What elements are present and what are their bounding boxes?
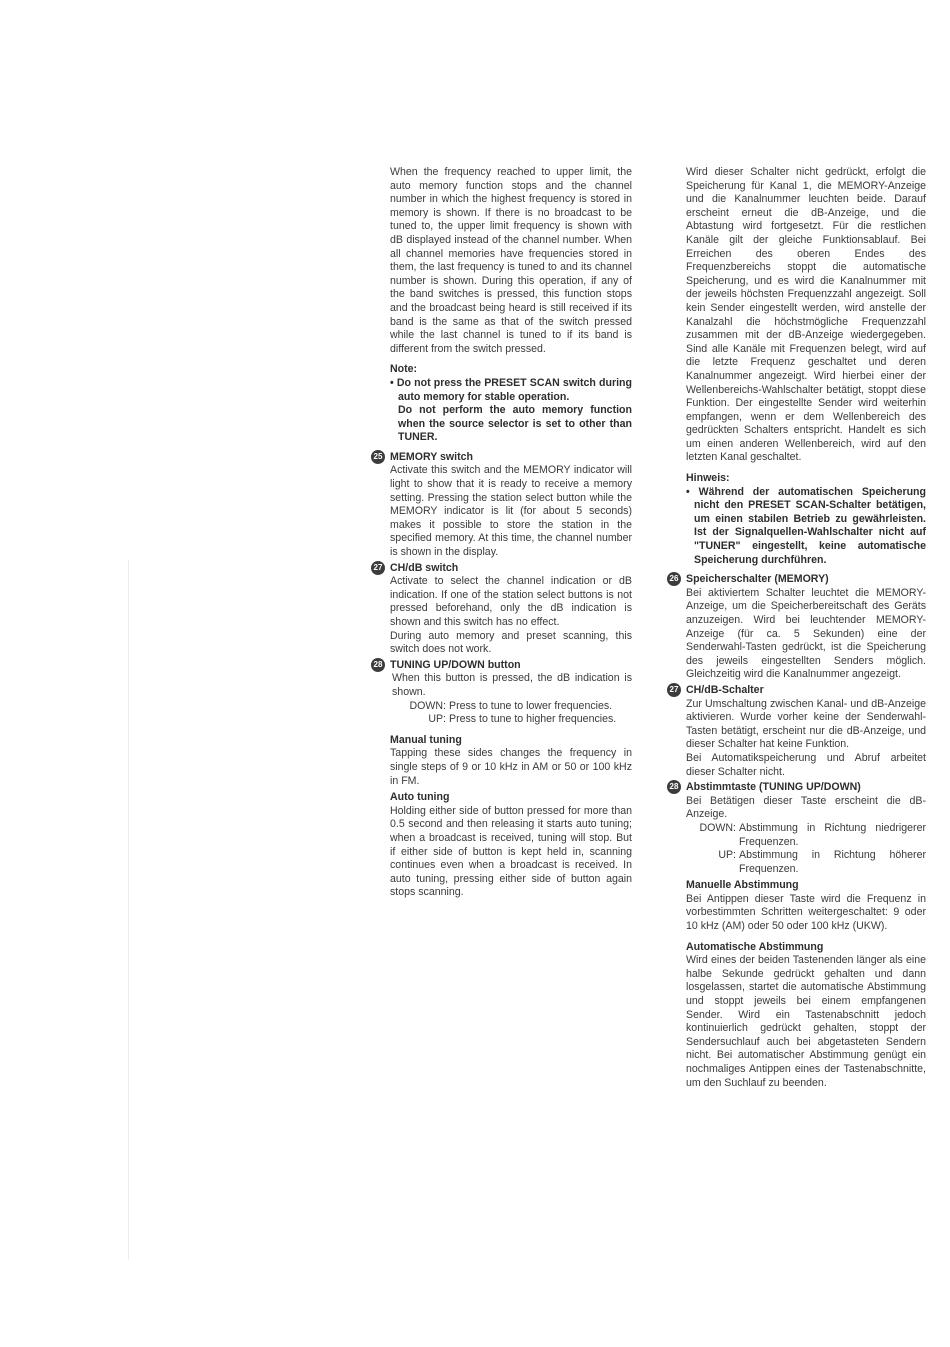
down-text: Abstimmung in Richtung niedrigerer Frequenzen. <box>739 821 926 848</box>
section-title: Speicherschalter (MEMORY) <box>686 573 829 586</box>
note-bullet: • Do not press the PRESET SCAN switch during auto memory for stable operation. <box>390 376 632 403</box>
section-ch-db-switch-text: Activate to select the channel indication or dB indication. If one of the station select buttons is not pressed beforehand, only the dB indication is shown and this switch has no effect. <box>390 575 632 628</box>
german-column <box>669 166 926 1090</box>
up-label: UP: <box>718 849 736 862</box>
page-edge-shadow <box>128 560 129 1260</box>
section-ch-db-switch-text-2: Bei Automatikspeicherung und Abruf arbeitet dieser Schalter nicht. <box>686 751 926 778</box>
up-label: UP: <box>428 713 446 726</box>
intro-paragraph: When the frequency reached to upper limit, the auto memory function stops and the channel number in which the highest frequency is stored in memory is shown. If there is no broadcast to be tuned to, the upper limit frequency is shown with dB displayed instead of the channel number. When all channel memories have frequencies stored in them, the last frequency is tuned to and its channel number is shown. During this operation, if any of the band switches is pressed, this function stops and the broadcast being heard is still received if its band is the same as that of the switch pressed while the last channel is tuned to if its band is different from the switch pressed. <box>390 166 632 355</box>
item-number-badge: 28 <box>371 658 385 672</box>
up-text: Press to tune to higher frequencies. <box>449 713 617 726</box>
section-ch-db-switch-heading <box>669 683 926 698</box>
section-title: CH/dB switch <box>390 561 459 574</box>
up-definition <box>686 849 926 876</box>
down-label: DOWN: <box>699 821 736 834</box>
section-tuning-button-heading <box>669 781 926 795</box>
section-ch-db-switch-heading <box>373 561 632 576</box>
manual-tuning-heading: Manual tuning <box>390 733 462 746</box>
down-definition <box>686 822 926 849</box>
section-memory-switch-heading <box>669 573 926 587</box>
up-text: Abstimmung in Richtung höherer Frequenzen. <box>739 849 926 875</box>
item-number-badge: 27 <box>371 561 385 575</box>
intro-paragraph: Wird dieser Schalter nicht gedrückt, erfolgt die Speicherung für Kanal 1, die MEMORY-Anzeige und die Kanalnummer leuchten beide. Darauf erscheint erneut die dB-Anzeige, und die Abtastung wird fortgesetzt. Für die restlichen Kanäle gilt der gleiche Funktionsablauf. Bei Erreichen des oberen Endes des Frequenzbereichs stoppt die automatische Speicherung, und es wird die Kanalnummer mit der jeweils höchsten Frequenzzahl angezeigt. Soll kein Sender eingestellt werden, wird anstelle der Kanalzahl die höchstmögliche Frequenzzahl zusammen mit der dB-Anzeige wiedergegeben. Sind alle Kanäle mit Frequenzen belegt, wird auf die letzte Frequenz geschaltet und deren Kanalnummer angezeigt. Wird hierbei einer der Wellenbereichs-Wahlschalter betätigt, stoppt diese Funktion. Der eingestellte Sender wird weiterhin empfangen, wenn er dem Wellenbereich des gedrückten Schalters entspricht. Handelt es sich um einen anderen Wellenbereich, wird auf den letzten Kanal geschaltet. <box>686 166 926 464</box>
note-bullet-continued: Do not perform the auto memory function when the source selector is set to other than TUNER. <box>398 404 632 444</box>
auto-tuning-heading: Auto tuning <box>390 791 450 804</box>
section-ch-db-switch-text-2: During auto memory and preset scanning, this switch does not work. <box>390 629 632 656</box>
section-ch-db-switch-text: Zur Umschaltung zwischen Kanal- und dB-Anzeige aktivieren. Wurde vorher keine der Senderwahl-Tasten betätigt, erscheint nur die dB-Anzeige, und dieser Schalter hat keine Funktion. <box>686 697 926 751</box>
section-memory-switch-text: Activate this switch and the MEMORY indicator will light to show that it is ready to receive a memory setting. Pressing the station select button while the MEMORY indicator is lit (for about 5 seconds) makes it possible to store the station in the specified memory. At this time, the channel number is shown in the display. <box>390 464 632 559</box>
item-number-badge: 28 <box>667 780 681 794</box>
english-column <box>373 166 632 900</box>
up-definition <box>390 713 632 727</box>
down-definition <box>390 700 632 714</box>
note-bullet: • Während der automatischen Speicherung nicht den PRESET SCAN-Schalter betätigen, um einen stabilen Betrieb zu gewährleisten. Ist der Signalquellen-Wahlschalter nicht auf "TUNER" eingestellt, keine automatische Speicherung durchführen. <box>686 485 926 566</box>
section-tuning-button-text: When this button is pressed, the dB indication is shown. <box>392 672 632 698</box>
manual-tuning-text: Bei Antippen dieser Taste wird die Frequenz in vorbestimmten Schritten weitergeschaltet: 9 oder 10 kHz (AM) oder 50 oder 100 kHz (UKW). <box>686 892 926 933</box>
section-title: TUNING UP/DOWN button <box>390 658 521 671</box>
down-text: Press to tune to lower frequencies. <box>449 699 613 712</box>
section-tuning-button-heading <box>373 658 632 673</box>
auto-tuning-text: Wird eines der beiden Tastenenden länger als eine halbe Sekunde gedrückt gehalten und dann losgelassen, startet die automatische Abstimmung und stoppt jeweils bei einem empfangenen Sender. Wird ein Tastenabschnitt jedoch kontinuierlich gedrückt gehalten, stoppt der Sendersuchlauf auch bei abgetasteten Sendern nicht. Bei automatischer Abstimmung genügt ein nochmaliges Antippen eines der Tastenabschnitte, um den Suchlauf zu beenden. <box>686 954 926 1089</box>
section-tuning-button-text: Bei Betätigen dieser Taste erscheint die dB-Anzeige. <box>686 794 926 821</box>
section-title: Abstimmtaste (TUNING UP/DOWN) <box>686 781 861 794</box>
manual-tuning-heading: Manuelle Abstimmung <box>686 879 799 892</box>
manual-tuning-text: Tapping these sides changes the frequency in single steps of 9 or 10 kHz in AM or 50 or 100 kHz in FM. <box>390 747 632 787</box>
item-number-badge: 25 <box>371 450 385 464</box>
section-memory-switch-heading <box>373 450 632 465</box>
note-heading: Hinweis: <box>686 472 730 485</box>
auto-tuning-heading: Automatische Abstimmung <box>686 940 824 953</box>
note-heading: Note: <box>390 363 418 376</box>
section-memory-switch-text: Bei aktiviertem Schalter leuchtet die MEMORY-Anzeige, um die Speicherbereitschaft des Geräts anzuzeigen. Wird bei leuchtender MEMORY-Anzeige (für ca. 5 Sekunden) eine der Senderwahl-Tasten gedrückt, ist die Speicherung des jeweils eingestellten Senders möglich. Gleichzeitig wird die Kanalnummer angezeigt. <box>686 586 926 681</box>
section-title: MEMORY switch <box>390 450 473 463</box>
down-label: DOWN: <box>409 699 446 712</box>
auto-tuning-text: Holding either side of button pressed for more than 0.5 second and then releasing it starts auto tuning; when a broadcast is received, tuning will stop. But if either side of button is kept held in, scanning continues even when a broadcast is received. In auto tuning, pressing either side of button again stops scanning. <box>390 804 632 899</box>
section-title: CH/dB-Schalter <box>686 683 764 696</box>
item-number-badge: 27 <box>667 683 681 697</box>
item-number-badge: 26 <box>667 572 681 586</box>
